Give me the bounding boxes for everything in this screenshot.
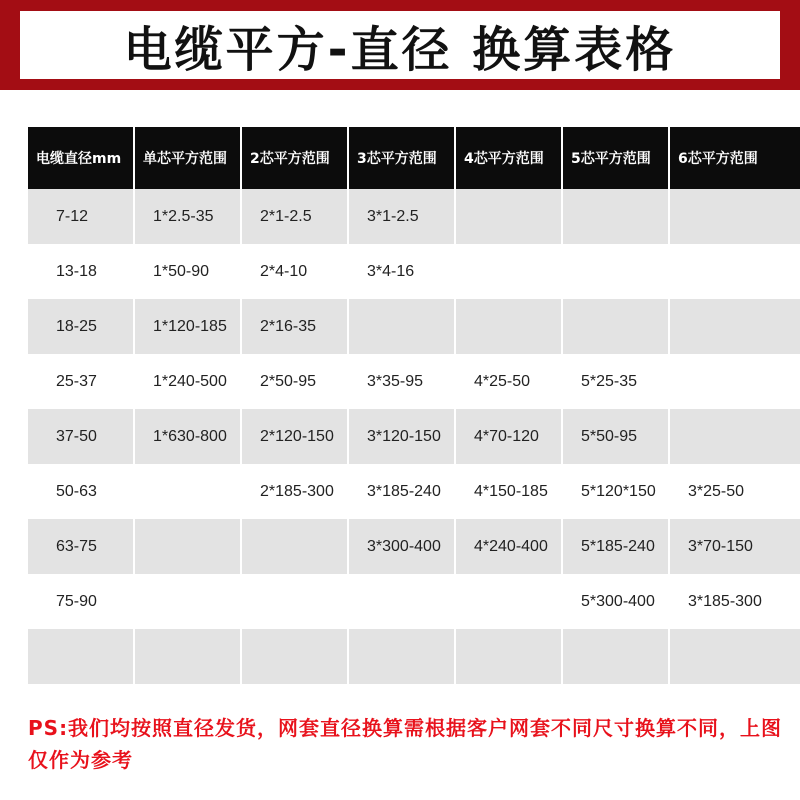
table-cell: 3*300-400 [349,519,454,574]
column-header-6-core: 6芯平方范围 [670,127,800,189]
table-cell: 50-63 [28,464,133,519]
table-cell [456,299,561,354]
table-cell [349,299,454,354]
table-cell: 1*120-185 [135,299,240,354]
table-cell [670,299,800,354]
table-cell [563,299,668,354]
table-cell: 4*25-50 [456,354,561,409]
table-cell [135,464,240,519]
table-cell [456,574,561,629]
table-row [28,574,800,629]
table-cell: 2*4-10 [242,244,347,299]
table-row [28,299,800,354]
table-row [28,244,800,299]
conversion-table [26,127,800,684]
table-cell: 5*25-35 [563,354,668,409]
table-cell: 7-12 [28,189,133,244]
table-cell: 3*120-150 [349,409,454,464]
title-box [20,11,780,79]
title-banner [0,0,800,90]
table-cell: 75-90 [28,574,133,629]
table-cell: 1*2.5-35 [135,189,240,244]
page-title: 电缆平方-直径 换算表格 [123,21,677,78]
table-cell [242,629,347,684]
table-cell: 1*630-800 [135,409,240,464]
column-header-3-core: 3芯平方范围 [349,127,454,189]
table-cell: 37-50 [28,409,133,464]
table-cell: 3*1-2.5 [349,189,454,244]
table-row [28,409,800,464]
table-cell [456,189,561,244]
table-row [28,464,800,519]
table-cell: 5*300-400 [563,574,668,629]
table-cell [456,244,561,299]
table-row [28,629,800,684]
table-cell [670,244,800,299]
table-row [28,354,800,409]
table-cell [670,629,800,684]
table-cell: 2*1-2.5 [242,189,347,244]
table-cell: 3*35-95 [349,354,454,409]
table-cell: 3*25-50 [670,464,800,519]
column-header-1-core: 单芯平方范围 [135,127,240,189]
table-cell [670,409,800,464]
table-cell: 1*240-500 [135,354,240,409]
table-cell: 5*185-240 [563,519,668,574]
table-cell [242,574,347,629]
table-cell: 3*185-300 [670,574,800,629]
table-cell [349,629,454,684]
table-cell [349,574,454,629]
table-cell: 4*150-185 [456,464,561,519]
table-cell [28,629,133,684]
table-cell [563,189,668,244]
table-cell: 3*185-240 [349,464,454,519]
table-cell: 13-18 [28,244,133,299]
column-header-4-core: 4芯平方范围 [456,127,561,189]
table-cell [456,629,561,684]
table-cell: 3*4-16 [349,244,454,299]
table-cell: 2*50-95 [242,354,347,409]
table-cell: 18-25 [28,299,133,354]
footer-note: PS:我们均按照直径发货，网套直径换算需根据客户网套不同尺寸换算不同，上图仅作为参考 [28,716,783,772]
table-cell: 5*50-95 [563,409,668,464]
table-cell: 2*16-35 [242,299,347,354]
table-cell: 2*185-300 [242,464,347,519]
table-cell [563,629,668,684]
column-header-5-core: 5芯平方范围 [563,127,668,189]
table-row [28,519,800,574]
table-cell [670,189,800,244]
table-cell: 1*50-90 [135,244,240,299]
table-cell: 3*70-150 [670,519,800,574]
table-cell [135,629,240,684]
column-header-diameter: 电缆直径mm [28,127,133,189]
table-header-row [28,127,800,189]
table-cell: 25-37 [28,354,133,409]
table-cell [135,519,240,574]
table-cell: 4*240-400 [456,519,561,574]
table-cell: 5*120*150 [563,464,668,519]
table-cell [670,354,800,409]
column-header-2-core: 2芯平方范围 [242,127,347,189]
table-cell [242,519,347,574]
table-cell: 4*70-120 [456,409,561,464]
table-cell: 2*120-150 [242,409,347,464]
table-cell [135,574,240,629]
table-cell: 63-75 [28,519,133,574]
table-row [28,189,800,244]
table-cell [563,244,668,299]
